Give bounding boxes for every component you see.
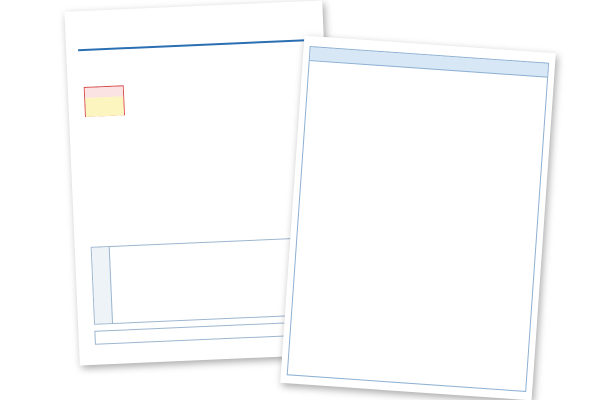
overall-judgement-value xyxy=(85,96,124,117)
overall-judgement xyxy=(84,85,125,117)
report-sheet-detail xyxy=(280,36,556,400)
results-table xyxy=(86,135,316,145)
grade-legend xyxy=(130,79,312,87)
sub-judgements xyxy=(85,122,127,124)
patient-header xyxy=(75,7,313,26)
detail-table xyxy=(287,46,549,392)
advice-text xyxy=(114,241,319,250)
detail-table-body xyxy=(288,61,547,393)
advice-label xyxy=(92,247,113,324)
title-rule xyxy=(78,39,312,51)
